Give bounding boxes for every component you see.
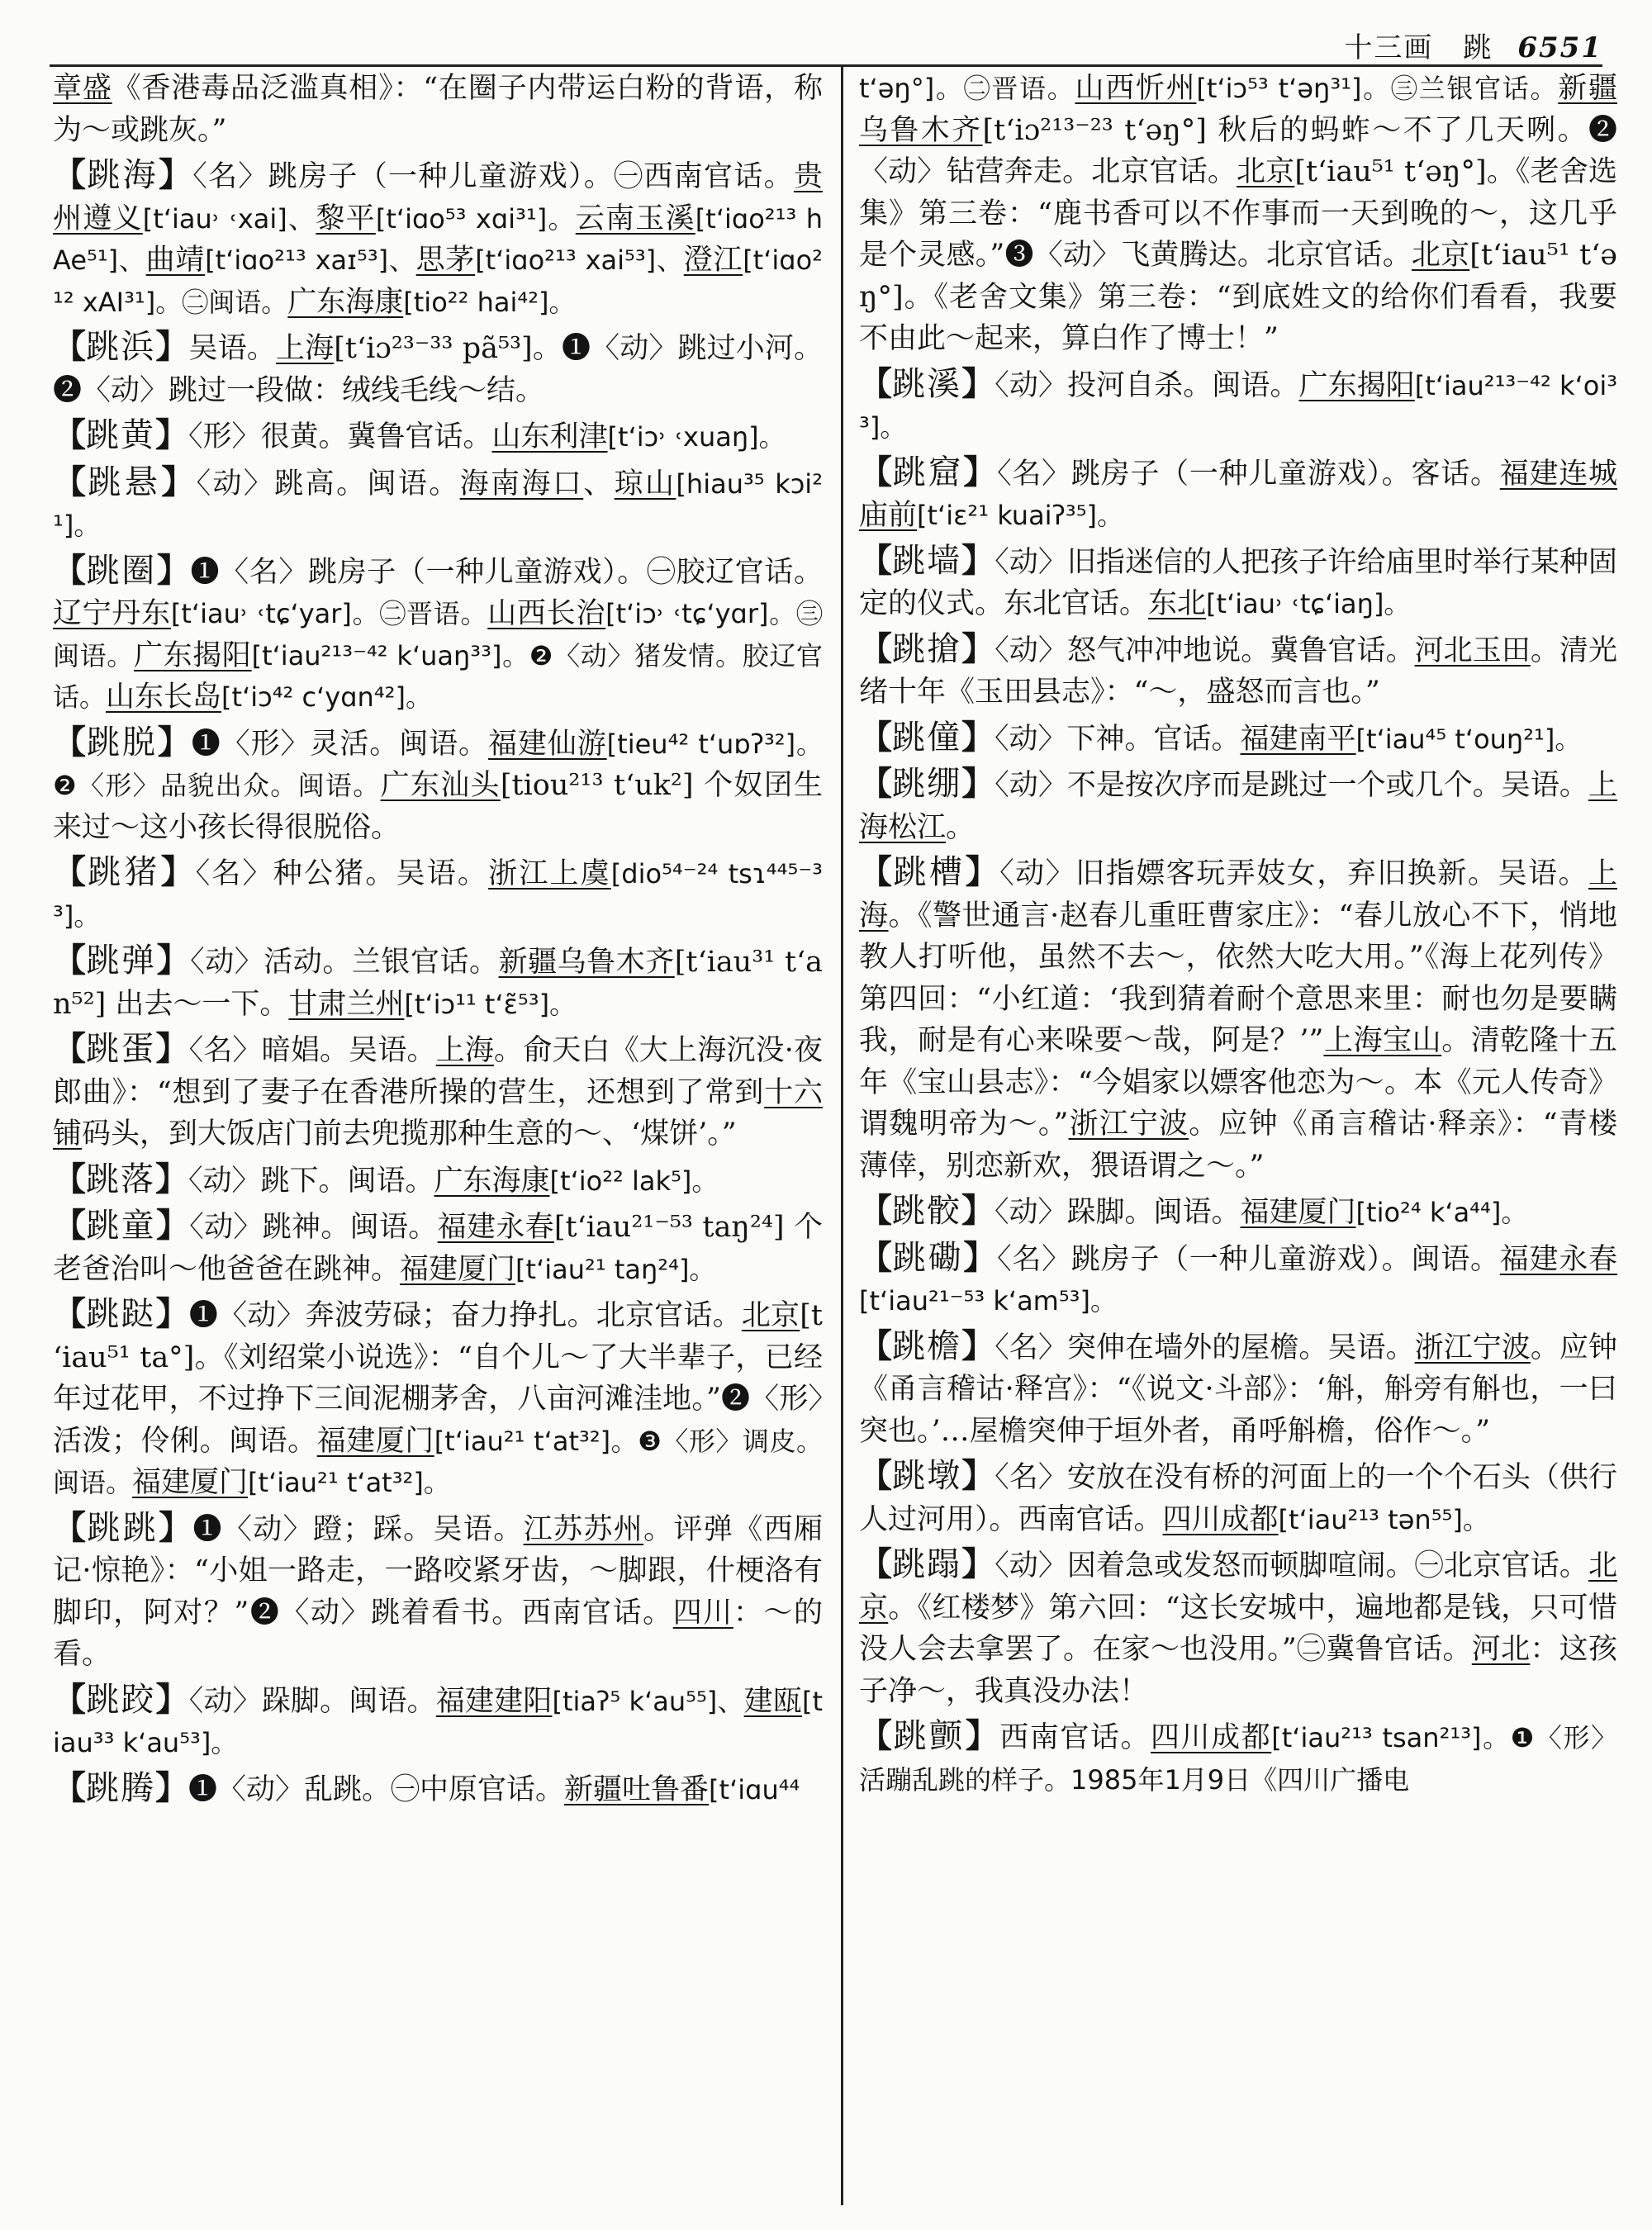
headword: 跳骹 [892,1192,961,1230]
place-name: 建瓯 [743,1684,802,1718]
entry-tiaotuo [53,722,823,849]
place-name: 浙江宁波 [1414,1331,1531,1364]
pronunciation: [tʻiau²¹³⁻⁴² kʻoi³³]。 [859,369,1617,443]
definition-text: [tʻiɔ²¹³⁻²³ tʻəŋ°] 秋后的蚂蚱～不了几天咧。❷〈动〉钻营奔走。北京官话。 [859,113,1617,188]
headword-bracket: 【 [859,1326,893,1365]
entry-tiaoqiang-2 [859,629,1617,714]
place-name: 福建仙游 [487,727,607,761]
entry-tiaoquan [53,550,823,719]
place-name: 思茅 [415,244,476,277]
definition-text: [tʻiau³¹ tʻan⁵²] 出去～一下。 [53,946,823,1021]
definition-text: [tʻiɔ²³⁻³³ pã⁵³]。❶〈动〉跳过小河。❷〈动〉跳过一段做：绒线毛线～结。 [53,332,823,407]
place-name: 山东长岛 [106,681,222,714]
headword-bracket: 【 [53,155,88,194]
entry-tiaohai [53,154,823,323]
place-name: 北京 [1411,239,1470,272]
headword: 跳墙 [892,541,962,580]
pronunciation: [tʻiɛ²¹ kuaiʔ³⁵]。 [917,500,1124,531]
headword: 跳跳 [87,1508,159,1547]
place-name: 广东汕头 [380,769,501,802]
headword-bracket: 】 [155,1206,190,1245]
header-rule [50,64,1602,67]
headword: 跳黄 [86,416,155,454]
pronunciation: [tʻiɑo²¹³ hAe⁵¹]、 [53,202,823,276]
pronunciation: [tʻiɑo²¹² xAI³¹]。㊁闽语。 [53,244,823,318]
definition-text: 。应钟《甬言稽诂·释宫》：“《说文·斗部》：‘斛，斛旁有斛也，一曰突也。’…屋檐突伸于垣外者，甬呼斛檐，俗作～。” [859,1331,1617,1448]
pronunciation: [tiau³³ kʻau⁵³]。 [53,1685,823,1758]
place-name: 新疆乌鲁木齐 [859,72,1617,147]
headword-bracket: 】 [155,1767,188,1807]
headword: 跳槽 [893,853,966,891]
pronunciation: [tʻiɔ˒ ˓xuaŋ]。 [607,421,786,453]
headword-bracket: 】 [961,764,995,803]
definition-text: 。清乾隆十五年《宝山县志》：“今娼家以嫖客他恋为～。本《元人传奇》谓魏明帝为～。” [859,1024,1617,1141]
place-name: 上海松江 [859,769,1617,844]
place-name: 新疆吐鲁番 [564,1772,710,1806]
place-name: 福建永春 [1499,1242,1617,1276]
definition-text: 〈动〉投河自杀。闽语。 [995,368,1299,402]
headword-bracket: 【 [859,1191,892,1230]
entry-tiaodan-2 [53,1028,823,1155]
place-name: 新疆乌鲁木齐 [498,946,675,979]
place-name: 上海 [435,1034,495,1067]
pronunciation: [tʻiau²¹ tʻat³²]。❸〈形〉调皮。闽语。 [53,1425,823,1498]
place-name: 十六铺 [53,1075,823,1151]
headword: 跳溪 [892,364,962,403]
definition-text: ❶〈名〉跳房子（一种儿童游戏）。㊀胶辽官话。 [190,555,823,589]
headword-bracket: 】 [961,363,995,403]
definition-text: [tʻiau⁵¹ ta°]。《刘绍棠小说选》：“自个儿～了大半辈子，已经年过花甲，不过挣下三间泥棚茅舍，八亩河滩洼地。”❷〈形〉活泼；伶俐。闽语。 [53,1299,823,1458]
section-title: 十三画 跳 [1344,31,1493,64]
page-number: 6551 [1517,31,1602,64]
place-name: 广东揭阳 [1298,368,1415,402]
headword-bracket: 【 [53,852,88,891]
headword-bracket: 】 [156,550,191,590]
headword: 跳悬 [88,463,162,501]
headword-bracket: 【 [859,764,893,803]
definition-text: 〈名〉突伸在墙外的屋檐。吴语。 [995,1331,1415,1364]
place-name: 章盛 [53,72,112,105]
headword-bracket: 【 [859,540,893,580]
pronunciation: [tʻiau⁴⁵ tʻouŋ²¹]。 [1355,723,1582,755]
pronunciation: [tʻiau²¹ tʻat³²]。 [248,1467,450,1498]
definition-text: 。《警世通言·赵春儿重旺曹家庄》：“春儿放心不下，悄地教人打听他，虽然不去～，依然大吃大用。”《海上花列传》第四回：“小红道：‘我到猜着耐个意思来里：耐也勿是要瞒我，耐是有心来哚要～哉，阿是？’” [859,899,1617,1057]
headword-bracket: 【 [53,1206,87,1245]
definition-text: [tʻiau²¹⁻⁵³ taŋ²⁴] 个老爸治叫～他爸爸在跳神。 [53,1211,823,1286]
headword-bracket: 【 [53,1294,87,1333]
definition-text: 〈名〉跳房子（一种儿童游戏）。㊀西南官话。 [192,160,794,193]
definition-text: 〈名〉种公猪。吴语。 [195,857,489,890]
headword-bracket: 】 [965,1716,1000,1755]
headword: 跳落 [86,1160,155,1198]
definition-text: 〈动〉跺脚。闽语。 [188,1684,436,1718]
headword-bracket: 【 [53,327,87,366]
pronunciation: [tʻiau²¹⁻⁵³ kʻam⁵³]。 [859,1285,1117,1317]
definition-text: 〈动〉下神。官话。 [995,722,1241,756]
place-name: 山西忻州 [1075,72,1197,105]
headword: 跳磡 [892,1238,964,1277]
definition-text: 〈动〉旧指迷信的人把孩子许给庙里时举行某种固定的仪式。东北官话。 [859,545,1617,620]
place-name: 广东揭阳 [133,638,252,672]
headword-bracket: 【 [859,452,893,491]
entry-tiaoxi [859,363,1617,448]
definition-text: 〈动〉因着急或发怒而顿脚喧闹。㊀北京官话。 [995,1549,1588,1582]
definition-text: 。 [946,810,976,844]
headword-bracket: 】 [963,1237,998,1277]
headword: 跳海 [87,156,159,194]
headword: 跳圈 [86,551,157,590]
definition-text: 、 [583,467,615,501]
entry-tiaoteng [53,1767,823,1811]
definition-text: 〈动〉不是按次序而是跳过一个或几个。吴语。 [995,769,1588,802]
place-name: 上海 [859,857,1617,932]
pronunciation: [tʻiau²¹³ tsan²¹³]。❶〈形〉活蹦乱跳的样子。1985年1月9日《四川广播电 [859,1722,1617,1796]
pronunciation: [tʻiau²¹ taŋ²⁴]。 [515,1253,716,1285]
headword: 跳腾 [86,1768,155,1807]
definition-text: [tʻiau⁵¹ tʻəŋ°]。《老舍选集》第三卷：“鹿书香可以不作事而一天到晚的～，这几乎是个灵感。”❸〈动〉飞黄腾达。北京官话。 [859,155,1617,272]
headword: 跳蛋 [86,1030,156,1068]
definition-text: 西南官话。 [999,1721,1151,1754]
headword: 跳跤 [86,1680,156,1719]
headword: 跳脱 [86,723,158,762]
headword-bracket: 】 [156,941,191,980]
definition-text: 〈动〉活动。兰银官话。 [190,946,499,979]
definition-text: 〈动〉跳高。闽语。 [196,467,460,501]
entry-tiaotong [53,1205,823,1290]
headword-bracket: 】 [161,462,197,501]
pronunciation: [tʻio²² lak⁵]。 [549,1165,719,1197]
definition-text: ：～的看。 [53,1596,823,1671]
definition-text: ❶〈动〉蹬；踩。吴语。 [192,1512,524,1546]
place-name: 北京 [741,1299,800,1332]
headword-bracket: 【 [859,363,893,403]
definition-text: ❶〈动〉奔波劳碌；奋力挣扎。北京官话。 [188,1299,742,1332]
definition-text: 〈名〉跳房子（一种儿童游戏）。客话。 [997,457,1500,491]
entry-tiaobeng [859,763,1617,848]
headword-bracket: 【 [53,1507,88,1547]
pronunciation: [dio⁵⁴⁻²⁴ tsɿ⁴⁴⁵⁻³³]。 [53,858,823,932]
place-name: 福建厦门 [400,1252,516,1286]
definition-text: 〈动〉怒气冲冲地说。冀鲁官话。 [995,633,1415,667]
entry-tiaojiao [53,1679,823,1764]
headword-bracket: 【 [53,722,87,762]
headword-bracket: 】 [961,1191,995,1230]
headword-bracket: 【 [859,1237,893,1277]
place-name: 北京 [1237,155,1295,188]
place-name: 福建连城庙前 [859,457,1617,532]
place-name: 上海 [275,332,335,365]
definition-text: 〈动〉跳神。闽语。 [189,1211,438,1244]
entry-tiaohuang [53,415,823,458]
definition-text: 〈动〉跺脚。闽语。 [995,1196,1241,1229]
headword-bracket: 【 [859,1716,894,1755]
pronunciation: [tʻiau˒ ˓tɕʻyar]。㊁晋语。 [170,598,488,629]
entry-tiaoqiao [859,1190,1617,1234]
entry-tiaokan [859,1237,1617,1322]
definition-text: 〈形〉很黄。冀鲁官话。 [188,420,492,453]
place-name: 山西长治 [487,597,606,630]
headword-bracket: 】 [155,1294,189,1333]
headword-bracket: 【 [859,717,892,757]
headword-bracket: 】 [160,852,196,891]
definition-text: 〈动〉旧指嫖客玩弄妓女，弃旧换新。吴语。 [999,857,1589,890]
headword: 跳蹋 [892,1545,962,1583]
headword-bracket: 】 [155,327,189,366]
place-name: 四川 [672,1596,733,1630]
pronunciation: [tʻiɔ⁵³ tʻəŋ³¹]。㊂兰银官话。 [1196,73,1559,104]
place-name: 福建厦门 [316,1424,434,1458]
definition-text: 码头，到大饭店门前去兜揽那种生意的～、‘煤饼’。” [82,1117,737,1151]
headword-bracket: 【 [53,1159,86,1198]
right-column [859,68,1617,2215]
entry-tiaota [53,1293,823,1504]
place-name: 东北 [1148,587,1207,620]
place-name: 广东海康 [434,1164,550,1198]
headword: 跳窟 [892,453,964,491]
entry-tiaoku [859,452,1617,537]
headword: 跳浜 [86,328,156,366]
headword-bracket: 】 [963,452,998,491]
headword-bracket: 【 [859,1456,893,1495]
place-name: 四川成都 [1162,1502,1279,1536]
place-name: 福建南平 [1240,722,1356,756]
entry-tiaotong-2 [859,717,1617,761]
entry-tiaobang [53,326,823,411]
pronunciation: [tʻiɑo⁵³ xɑi³¹]。 [375,202,576,235]
definition-text: 。清光绪十年《玉田县志》：“～，盛怒而言也。” [859,633,1617,709]
definition-text: ❶〈形〉灵活。闽语。 [191,727,488,761]
definition-text: 吴语。 [188,332,276,365]
definition-text: 。评弹《西厢记·惊艳》：“小姐一路走，一路咬紧牙齿，～脚跟，什梗洛有脚印，阿对？”❷〈动〉跳着看书。西南官话。 [53,1512,823,1630]
headword-bracket: 【 [53,462,88,501]
pronunciation: [tʻiɑo²¹³ xaɪ⁵³]、 [205,244,416,276]
headword: 跳绷 [892,765,962,803]
definition-text: 〈动〉跳下。闽语。 [188,1164,434,1198]
headword-bracket: 【 [53,1029,87,1068]
headword-bracket: 】 [961,1456,995,1495]
definition-text: 〈名〉暗娼。吴语。 [188,1034,436,1067]
headword-bracket: 】 [961,540,995,580]
headword-bracket: 【 [859,1544,893,1583]
entry-tiaotiao [53,1507,823,1676]
left-column [53,68,823,2215]
definition-text: ：这孩子净～，我真没办法！ [859,1633,1617,1708]
place-name: 曲靖 [145,244,206,277]
definition-text: 《香港毒品泛滥真相》：“在圈子内带运白粉的背语，称为～或跳灰。” [53,72,823,147]
headword-bracket: 【 [859,629,893,668]
headword-bracket: 】 [961,1544,995,1583]
headword: 跳搶 [892,629,962,668]
headword: 跳墩 [892,1457,962,1495]
place-name: 四川成都 [1151,1721,1272,1754]
headword-bracket: 【 [53,941,87,980]
place-name: 上海宝山 [1323,1024,1442,1057]
place-name: 山东利津 [491,420,608,453]
headword-bracket: 】 [159,1507,193,1547]
pronunciation: [hiau³⁵ kɔi²¹]。 [53,467,823,541]
entry-tiaoyan [859,1326,1617,1453]
definition-text: ❶〈动〉乱跳。㊀中原官话。 [188,1772,565,1806]
definition-text: 〈名〉跳房子（一种儿童游戏）。闽语。 [997,1242,1500,1276]
place-name: 福建厦门 [132,1466,249,1499]
headword: 跳颤 [893,1717,966,1755]
headword-bracket: 】 [155,1159,188,1198]
place-name: 河北 [1471,1633,1531,1666]
entry-tiaoxuan [53,462,823,547]
headword: 跳跶 [86,1295,156,1333]
entry-tiaozhu [53,852,823,937]
entry-tiaoqiang [859,540,1617,625]
pronunciation: [tʻiɔ¹¹ tʻɛ̃⁵³]。 [404,988,577,1020]
headword: 跳檐 [892,1326,962,1365]
place-name: 福建厦门 [1240,1196,1356,1229]
definition-text: 。俞天白《大上海沉没·夜郎曲》：“想到了妻子在香港所操的营生，还想到了常到 [53,1034,823,1109]
place-name: 云南玉溪 [575,202,695,235]
headword: 跳僮 [892,718,961,757]
entry-tiaozhan [859,1715,1617,1801]
place-name: 广东海康 [287,285,404,319]
pronunciation: [tʻiau˒ ˓xai]、 [142,202,316,235]
place-name: 河北玉田 [1414,633,1531,667]
place-name: 辽宁丹东 [53,597,171,630]
pronunciation: [tʻiau˒ ˓tɕʻiaŋ]。 [1206,588,1411,619]
pronunciation: [tʻiau²¹³ tən⁵⁵]。 [1278,1503,1489,1535]
definition-text: [tʻiau⁵¹ tʻəŋ°]。《老舍文集》第三卷：“到底姓文的给你们看看，我要不由此～起来，算白作了博士！” [859,239,1617,355]
headword: 跳童 [86,1207,156,1245]
entry-tiaota-2 [859,1544,1617,1712]
pronunciation: [tiaʔ⁵ kʻau⁵⁵]、 [552,1685,744,1717]
place-name: 福建永春 [437,1211,554,1244]
pronunciation: [tʻiɑo²¹³ xai⁵³]、 [475,244,684,276]
definition-text: 。《红楼梦》第六回：“这长安城中，遍地都是钱，只可惜没人会去拿罢了。在家～也没用。”㊁冀鲁官话。 [859,1591,1617,1666]
definition-text: [tiou²¹³ tʻuk²] 个奴囝生来过～这小孩长得很脱俗。 [53,769,823,844]
headword-bracket: 】 [961,629,995,668]
headword-bracket: 】 [155,1029,189,1068]
place-name: 贵州遵义 [53,160,823,235]
definition-text: 〈名〉安放在没有桥的河面上的一个个石头（供行人过河用）。西南官话。 [859,1461,1617,1536]
headword-bracket: 【 [53,1679,87,1719]
headword-bracket: 【 [859,852,894,891]
pronunciation: [tieu⁴² tʻuɒʔ³²]。❷〈形〉品貌出众。闽语。 [53,728,823,801]
definition-text: 。应钟《甬言稽诂·释亲》：“青楼薄倖，别恋新欢，猥语谓之～。” [859,1108,1617,1183]
headword-bracket: 】 [961,1326,995,1365]
headword: 跳猪 [88,853,161,891]
pronunciation: tʻəŋ°]。㊁晋语。 [859,73,1075,104]
pronunciation: [tʻiau²¹³⁻⁴² kʻuaŋ³³]。❷〈动〉猪发情。胶辽官话。 [53,639,823,713]
place-name: 琼山 [614,467,676,501]
headword-bracket: 】 [155,1679,189,1719]
place-name: 黎平 [316,202,376,235]
place-name: 海南海口 [459,467,584,501]
pronunciation: [tio²⁴ kʻa⁴⁴]。 [1355,1197,1528,1228]
pronunciation: [tʻiɔ⁴² cʻyɑn⁴²]。 [221,681,432,713]
entry-tiaoluo [53,1159,823,1203]
place-name: 北京 [859,1549,1617,1625]
headword-bracket: 【 [53,1767,86,1807]
headword-bracket: 】 [965,852,1000,891]
headword-bracket: 】 [158,155,193,194]
entry-tiaodun [859,1455,1617,1540]
entry-tiaocao [859,852,1617,1187]
headword: 跳弹 [86,942,157,980]
headword-bracket: 【 [53,415,86,454]
pronunciation: [tʻiɑu⁴⁴ [709,1773,800,1805]
continued-entry [859,68,1617,360]
column-divider [841,64,843,2205]
place-name: 浙江宁波 [1068,1108,1189,1141]
continued-entry [53,68,823,151]
entry-tiaodan [53,940,823,1025]
pronunciation: [tio²² hai⁴²]。 [403,286,576,318]
pronunciation: [tʻiɔ˒ ˓tɕʻyɑr]。㊂闽语。 [53,598,823,671]
headword-bracket: 】 [157,722,192,762]
running-head [50,25,1602,66]
place-name: 澄江 [683,244,743,277]
place-name: 甘肃兰州 [288,987,405,1021]
place-name: 福建建阳 [435,1684,553,1718]
place-name: 江苏苏州 [523,1512,644,1546]
headword-bracket: 】 [961,717,995,757]
headword-bracket: 】 [155,415,188,454]
place-name: 浙江上虞 [488,857,611,890]
headword-bracket: 【 [53,550,87,590]
